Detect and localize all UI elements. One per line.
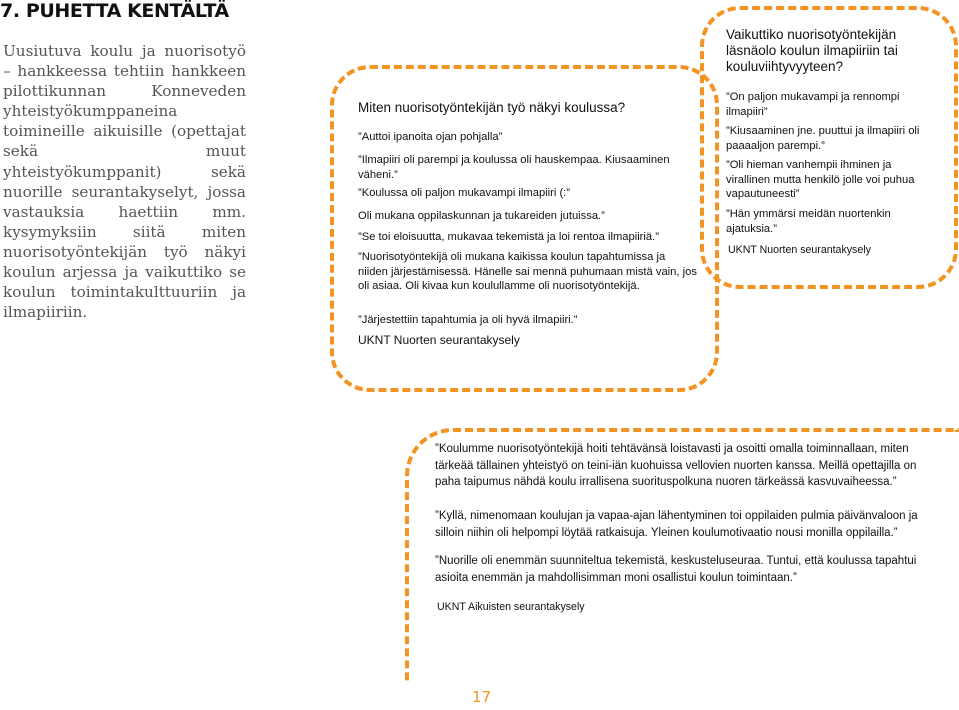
section-heading: 7. PUHETTA KENTÄLTÄ [0, 0, 229, 22]
box1-question: Miten nuorisotyöntekijän työ näkyi koulussa? [358, 100, 626, 115]
box1-quote: Oli mukana oppilaskunnan ja tukareiden jutuissa.” [358, 210, 605, 222]
box2-source: UKNT Nuorten seurantakysely [728, 244, 871, 256]
box1-quote: ”Järjestettiin tapahtumia ja oli hyvä ilmapiiri.” [358, 314, 578, 326]
box2-question: Vaikuttiko nuorisotyöntekijän läsnäolo koulun ilmapiiriin tai kouluviihtyvyyteen? [726, 27, 898, 74]
box1-quote: ”Koulussa oli paljon mukavampi ilmapiiri (:” [358, 187, 571, 199]
box1-quote: ”Se toi eloisuutta, mukavaa tekemistä ja loi rentoa ilmapiiriä.” [358, 231, 659, 243]
box2-quote: ”On paljon mukavampi ja rennompi ilmapiiri” [726, 91, 900, 118]
box3-quote: ”Kyllä, nimenomaan koulujan ja vapaa-ajan lähentyminen toi oppilaiden pulmia päivänvaloon ja silloin niihin oli helpompi löytää ratkaisuja. Yleinen koulumotivaatio nousi monilla oppilailla.” [435, 510, 918, 539]
box1-source: UKNT Nuorten seurantakysely [358, 333, 520, 347]
page-number: 17 [472, 688, 492, 706]
box1-quote: ”Ilmapiiri oli parempi ja koulussa oli hauskempaa. Kiusaaminen väheni.” [358, 154, 670, 181]
box3-quote: ”Nuorille oli enemmän suunniteltua tekemistä, keskusteluseuraa. Tuntui, että koulussa tapahtui asioita enemmän ja mahdollisimman moni osallistui koulun toimintaan.” [435, 555, 917, 584]
box3-quote: ”Koulumme nuorisotyöntekijä hoiti tehtävänsä loistavasti ja osoitti omalla toiminnallaan, miten tärkeää tällainen yhteistyö on teini-iän kuohuissa vellovien nuorten kanssa. Meillä opettajilla on paha taipumus nähdä koulu irrallisena suorituspolkuna nuoren tärkeässä kasvuvaiheessa.” [435, 443, 917, 488]
box1-quote: ”Auttoi ipanoita ojan pohjalla” [358, 131, 503, 143]
box2-quote: ”Kiusaaminen jne. puuttui ja ilmapiiri oli paaaaljon parempi.” [726, 125, 920, 152]
box2-quote: ”Hän ymmärsi meidän nuortenkin ajatuksia.” [726, 208, 891, 235]
box2-quote: ”Oli hieman vanhempii ihminen ja virallinen mutta henkilö jolle voi puhua vapautuneesti” [726, 159, 915, 201]
box3-source: UKNT Aikuisten seurantakysely [437, 601, 585, 613]
box1-quote: ”Nuorisotyöntekijä oli mukana kaikissa koulun tapahtumissa ja niiden järjestämisessä. Hänelle sai mennä puhumaan mistä vain, jos oli asiaa. Oli kivaa kun koulullamme oli nuorisotyöntekijä. [358, 251, 697, 293]
intro-paragraph: Uusiutuva koulu ja nuorisotyö – hankkeessa tehtiin hankkeen pilottikunnan Konnevеden yhteistyökumppaneina toimineille aikuisille (opettajat sekä muut yhteistyökumppanit) sekä nuorille seurantakyselyt, jossa vastauksia haettiin mm. kysymyksiin siitä miten nuorisotyöntekijän työ näkyi koulun arjessa ja vaikuttiko se koulun toimintakulttuuriin ja ilmapiiriin. [3, 42, 246, 322]
